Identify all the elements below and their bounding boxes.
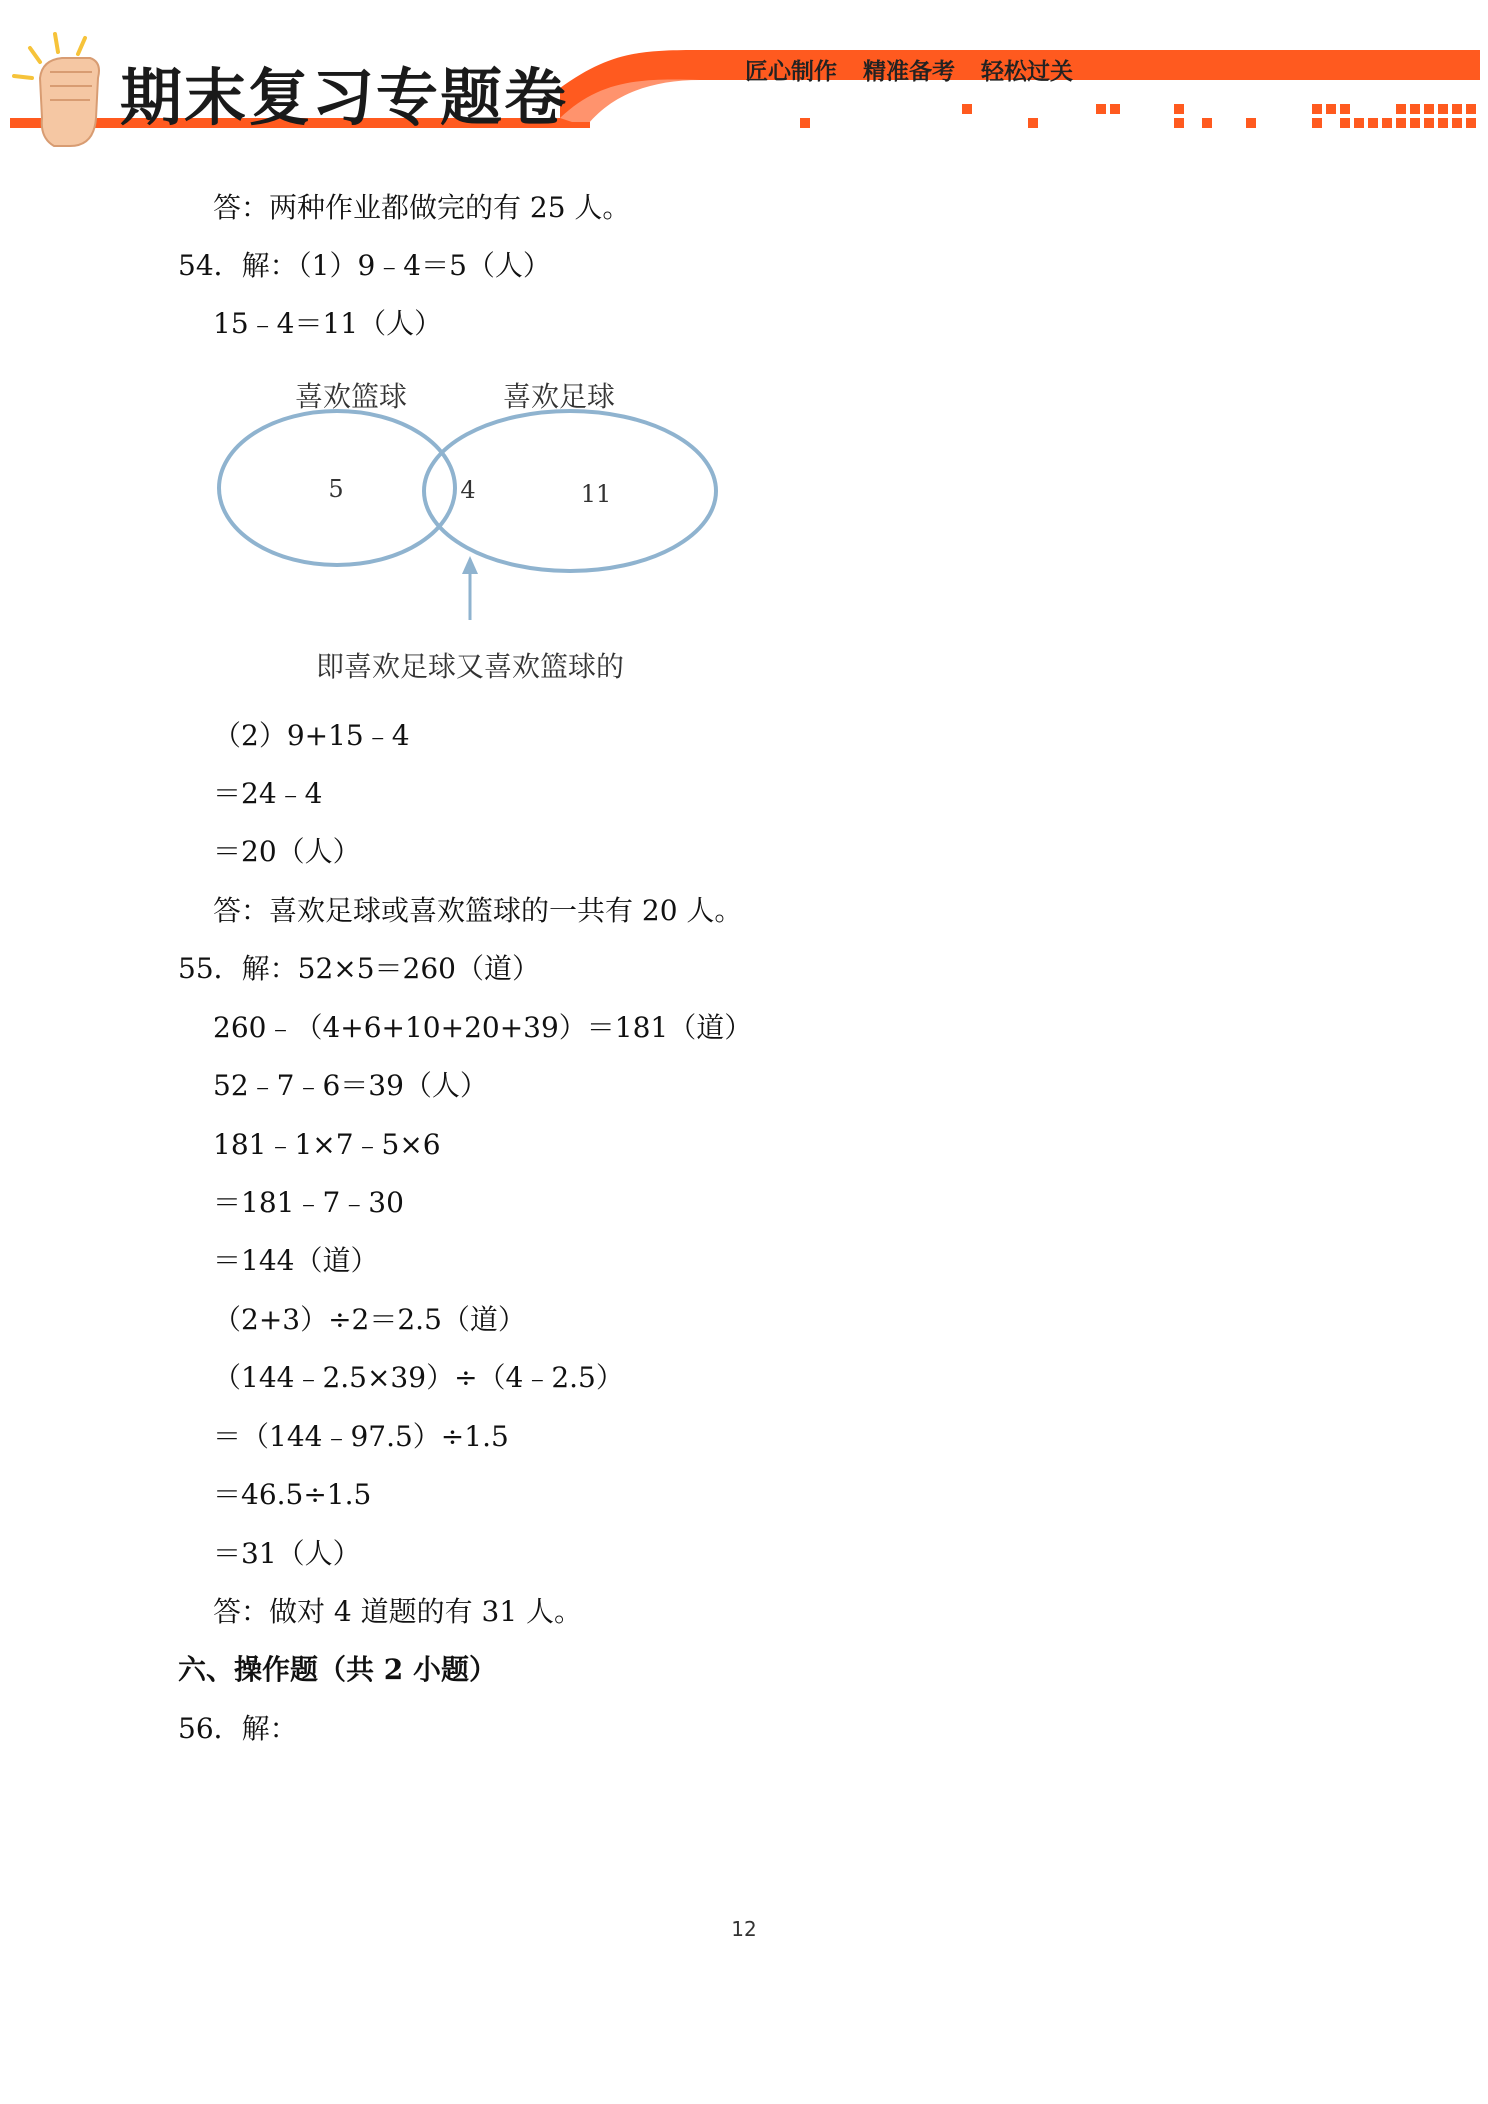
slogan-3: 轻松过关 xyxy=(981,59,1073,85)
problem-55-step-10: ＝46.5÷1.5 xyxy=(213,1478,372,1511)
problem-56-start: 56．解： xyxy=(178,1712,298,1745)
problem-55-step-9: ＝（144﹣97.5）÷1.5 xyxy=(213,1420,509,1453)
problem-55-step-3: 52﹣7﹣6＝39（人） xyxy=(213,1069,488,1102)
fist-icon xyxy=(10,28,120,148)
problem-54-step-2: 15﹣4＝11（人） xyxy=(213,307,443,340)
brand-title: 期末复习专题卷 xyxy=(120,61,569,134)
problem-55-step-11: ＝31（人） xyxy=(213,1537,361,1570)
answer-54: 答：喜欢足球或喜欢篮球的一共有 20 人。 xyxy=(213,894,743,927)
problem-55-step-5: ＝181﹣7﹣30 xyxy=(213,1186,404,1219)
venn-left-label: 喜欢篮球 xyxy=(295,380,408,413)
venn-right-only-value: 11 xyxy=(580,480,612,508)
slogan-2: 精准备考 xyxy=(863,59,955,85)
problem-54-calc-1: ＝24﹣4 xyxy=(213,777,323,810)
page-header xyxy=(0,0,1488,150)
answer-55: 答：做对 4 道题的有 31 人。 xyxy=(213,1595,583,1628)
problem-54-step-1: 54．解：（1）9﹣4＝5（人） xyxy=(178,249,551,282)
answer-53: 答：两种作业都做完的有 25 人。 xyxy=(213,191,631,224)
page-number: 12 xyxy=(731,1917,757,1941)
problem-55-step-1: 55．解：52×5＝260（道） xyxy=(178,952,540,985)
arrow-up-icon xyxy=(462,556,478,574)
problem-54-part-2: （2）9+15﹣4 xyxy=(213,719,410,752)
venn-left-only-value: 5 xyxy=(328,475,344,503)
venn-intersection-value: 4 xyxy=(460,476,476,504)
problem-55-step-8: （144﹣2.5×39）÷（4﹣2.5） xyxy=(213,1361,624,1394)
decorative-dots xyxy=(800,104,1476,128)
slogan-1: 匠心制作 xyxy=(745,59,837,85)
section-heading: 六、操作题（共 2 小题） xyxy=(178,1653,497,1686)
slogan-group xyxy=(745,53,1073,86)
problem-55-step-4: 181﹣1×7﹣5×6 xyxy=(213,1128,441,1161)
problem-55-step-7: （2+3）÷2＝2.5（道） xyxy=(213,1303,526,1336)
problem-55-step-6: ＝144（道） xyxy=(213,1244,379,1277)
venn-caption: 即喜欢足球又喜欢篮球的 xyxy=(315,650,625,683)
problem-54-calc-2: ＝20（人） xyxy=(213,835,361,868)
venn-diagram xyxy=(210,370,730,690)
problem-55-step-2: 260﹣（4+6+10+20+39）＝181（道） xyxy=(213,1011,753,1044)
venn-right-label: 喜欢足球 xyxy=(503,380,616,413)
